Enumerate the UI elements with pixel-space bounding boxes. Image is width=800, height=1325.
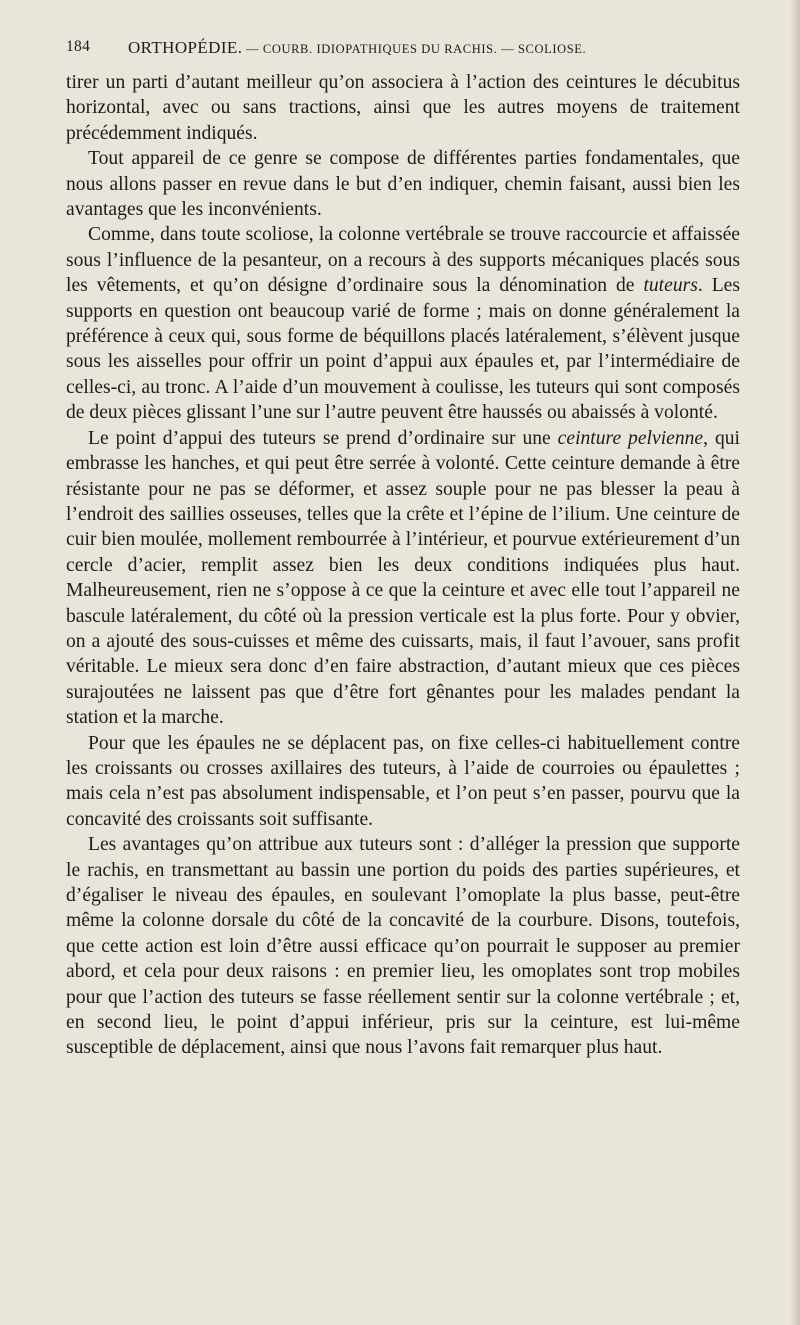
title-section: COURB. IDIOPATHIQUES DU RACHIS. <box>262 42 498 56</box>
title-separator: — <box>497 42 518 56</box>
paragraph-text: . Les supports en question ont beaucoup varié de forme ; mais on donne généralement la préférence à ceux qui, sous forme de béquillons placés latéralement, s’élèvent jusque sous les aisselles pour offrir un point d’appui aux épaules et, par l’intermédiaire de celles-ci, au tronc. A l’aide d’un mouvement à coulisse, les tuteurs qui sont composés de deux pièces glissant l’une sur l’autre peuvent être haussés ou abaissés à volonté. <box>66 275 740 424</box>
running-head <box>66 38 740 64</box>
scan-edge-shadow <box>790 0 800 1325</box>
paragraph-text: Comme, dans toute scoliose, la colonne vertébrale se trouve raccourcie et affaissée sous l’influence de la pesanteur, on a recours à des supports mécaniques placés sous les vêtements, et qu’on désigne d’ordinaire sous la dénomination de <box>66 224 740 297</box>
paragraph-epaules: Pour que les épaules ne se déplacent pas, on fixe celles-ci habituellement contre les croissants ou crosses axillaires des tuteurs, à l’aide de courroies ou épaulettes ; mais cela n’est pas absolument indispensable, et l’on peut s’en passer, pourvu que la concavité des croissants soit suffisante. <box>66 732 740 830</box>
page-number: 184 <box>66 38 91 55</box>
title-topic: SCOLIOSE. <box>517 42 587 56</box>
italic-term-ceinture-pelvienne: ceinture pelvienne <box>557 427 704 449</box>
body-text <box>66 70 740 1061</box>
running-title <box>128 38 586 58</box>
title-separator: — <box>242 42 263 56</box>
italic-term-tuteurs: tuteurs <box>643 275 698 297</box>
paragraph-avantages: Les avantages qu’on attribue aux tuteurs sont : d’alléger la pression que supporte le rachis, en transmettant au bassin une portion du poids des parties supérieures, et d’égaliser le niveau des épaules, en soulevant l’omoplate la plus basse, peut-être même la colonne dorsale du côté de la concavité de la courbure. Disons, toutefois, que cette action est loin d’être aussi efficace qu’on pourrait le supposer au premier abord, et cela pour deux raisons : en premier lieu, les omoplates sont trop mobiles pour que l’action des tuteurs se fasse réellement sentir sur la colonne vertébrale ; et, en second lieu, le point d’appui inférieur, pris sur la ceinture, est lui-même susceptible de déplacement, ainsi que nous l’avons fait remarquer plus haut. <box>66 834 740 1059</box>
paragraph-appareil-parties: Tout appareil de ce genre se compose de différentes parties fondamentales, que nous allons passer en revue dans le but d’en indiquer, chemin faisant, aussi bien les avantages que les inconvénients. <box>66 148 740 221</box>
paragraph-continuation: tirer un parti d’autant meilleur qu’on associera à l’action des ceintures le décubitus horizontal, avec ou sans tractions, ainsi que les autres moyens de traitement précédemment indiqués. <box>66 72 740 144</box>
paragraph-text: Le point d’appui des tuteurs se prend d’ordinaire sur une <box>88 427 558 449</box>
paragraph-tuteurs <box>66 222 740 425</box>
paragraph-text: , qui embrasse les hanches, et qui peut être serrée à volonté. Cette ceinture demande à être résistante pour ne pas se déformer, et assez souple pour ne pas blesser la peau à l’endroit des saillies osseuses, telles que la crête et l’épine de l’ilium. Une ceinture de cuir bien moulée, mollement rembourrée à l’intérieur, et pourvue extérieurement d’un cercle d’acier, remplit assez bien les deux conditions indiquées plus haut. Malheureusement, rien ne s’oppose à ce que la ceinture et avec elle tout l’appareil ne bascule latéralement, du côté où la pression verticale est la plus forte. Pour y obvier, on a ajouté des sous-cuisses et même des cuissarts, mais, il faut l’avouer, sans profit véritable. Le mieux sera donc d’en faire abstraction, d’autant mieux que ces pièces surajoutées ne laissent pas que d’être fort gênantes pour les malades pendant la station et la marche. <box>66 427 740 729</box>
title-main: ORTHOPÉDIE. <box>128 38 243 57</box>
paragraph-ceinture-pelvienne <box>66 426 740 731</box>
